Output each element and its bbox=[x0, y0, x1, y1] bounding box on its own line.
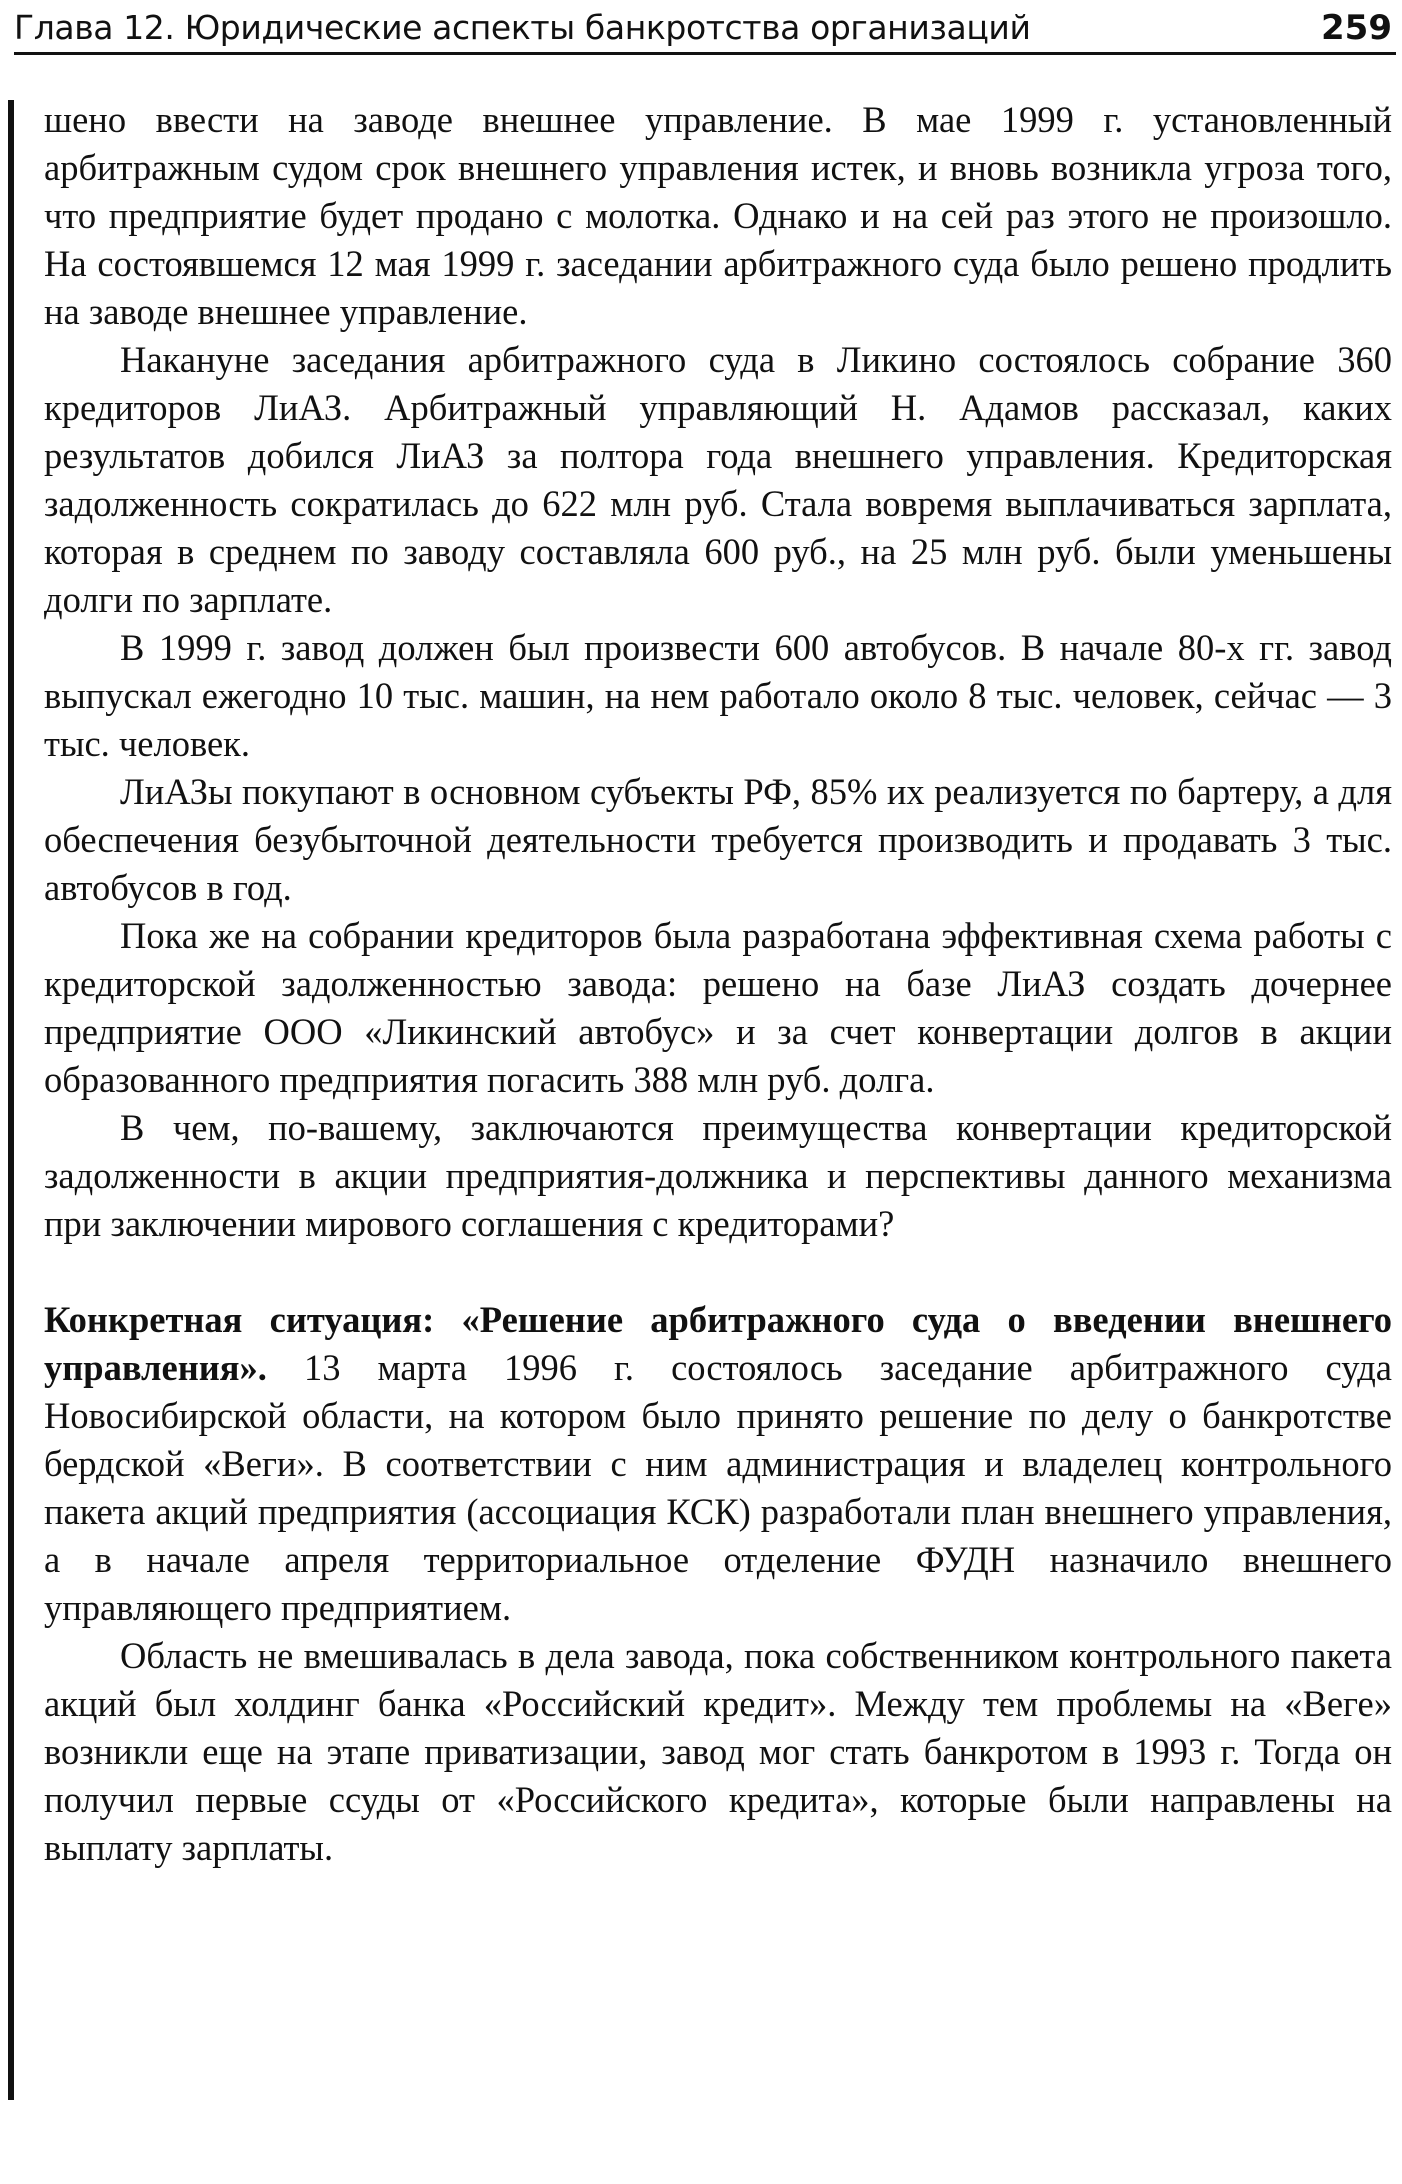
case-study-intro: 13 марта 1996 г. состоялось заседание арбитражного суда Новосибирской области, на котором было принято решение по делу о банкротстве бердской «Веги». В соответствии с ним администрация и владелец контрольного пакета акций предприятия (ассоциация КСК) разработали план внешнего управления, а в начале апреля территориальное отделение ФУДН назначило внешнего управляющего предприятием. bbox=[44, 1347, 1392, 1628]
paragraph-question: В чем, по-вашему, заключаются преимущества конвертации кредиторской задолженности в акции предприятия-должника и перспективы данного механизма при заключении мирового соглашения с кредиторами? bbox=[44, 1107, 1392, 1244]
case-study-title: Конкретная ситуация: «Решение арбитражного суда о введении внешнего управления». bbox=[44, 1299, 1392, 1388]
paragraph-buyers: ЛиАЗы покупают в основном субъекты РФ, 85% их реализуется по бартеру, а для обеспечения безубыточной деятельности требуется производить и продавать 3 тыс. автобусов в год. bbox=[44, 771, 1392, 908]
paragraph-case-followup: Область не вмешивалась в дела завода, пока собственником контрольного пакета акций был холдинг банка «Российский кредит». Между тем проблемы на «Веге» возникли еще на этапе приватизации, завод мог стать банкротом в 1993 г. Тогда он получил первые ссуды от «Российского кредита», которые были направлены на выплату зарплаты. bbox=[44, 1635, 1392, 1868]
paragraph-scheme: Пока же на собрании кредиторов была разработана эффективная схема работы с кредиторской задолженностью завода: решено на базе ЛиАЗ создать дочернее предприятие ООО «Ликинский автобус» и за счет конвертации долгов в акции образованного предприятия погасить 388 млн руб. долга. bbox=[44, 915, 1392, 1100]
paragraph-continuation: шено ввести на заводе внешнее управление. В мае 1999 г. установленный арбитражным судом срок внешнего управления истек, и вновь возникла угроза того, что предприятие будет продано с молотка. Однако и на сей раз этого не произошло. На состоявшемся 12 мая 1999 г. заседании арбитражного суда было решено продлить на заводе внешнее управление. bbox=[44, 99, 1392, 332]
case-study-paragraph bbox=[44, 1296, 1392, 1632]
page-number: 259 bbox=[1321, 8, 1392, 48]
chapter-title: Глава 12. Юридические аспекты банкротства организаций bbox=[14, 8, 1031, 47]
running-header bbox=[14, 4, 1396, 55]
page-body bbox=[44, 96, 1392, 1872]
paragraph-creditors-meeting: Накануне заседания арбитражного суда в Ликино состоялось собрание 360 кредиторов ЛиАЗ. Арбитражный управляющий Н. Адамов рассказал, каких результатов добился ЛиАЗ за полтора года внешнего управления. Кредиторская задолженность сократилась до 622 млн руб. Стала вовремя выплачиваться зарплата, которая в среднем по заводу составляла 600 руб., на 25 млн руб. были уменьшены долги по зарплате. bbox=[44, 339, 1392, 620]
margin-rule bbox=[8, 100, 14, 2100]
paragraph-production: В 1999 г. завод должен был произвести 600 автобусов. В начале 80-х гг. завод выпускал ежегодно 10 тыс. машин, на нем работало около 8 тыс. человек, сейчас — 3 тыс. человек. bbox=[44, 627, 1392, 764]
